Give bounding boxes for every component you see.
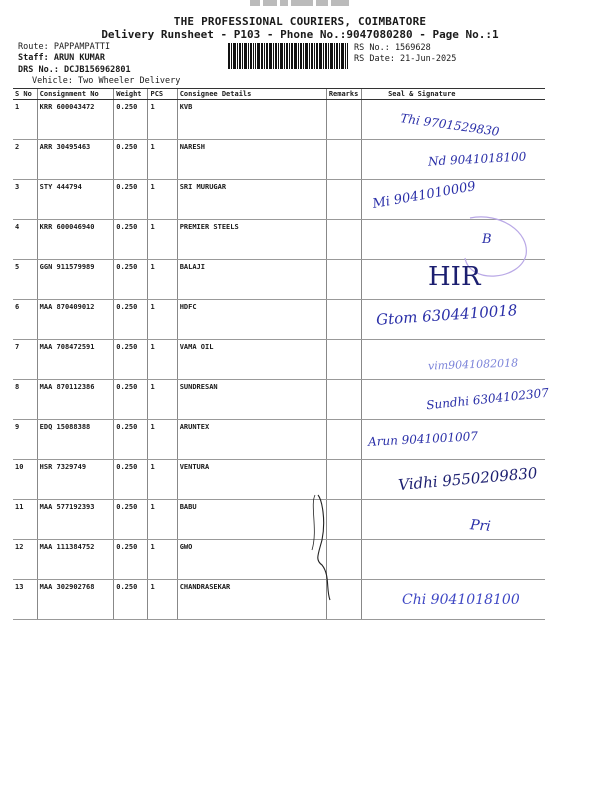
row-sno: 5 bbox=[13, 260, 37, 300]
row-pcs: 1 bbox=[148, 460, 177, 500]
row-consignee: GWO bbox=[177, 540, 326, 580]
row-pcs: 1 bbox=[148, 300, 177, 340]
table-row bbox=[13, 460, 545, 500]
row-pcs: 1 bbox=[148, 100, 177, 140]
row-seal-signature bbox=[362, 420, 545, 460]
row-weight: 0.250 bbox=[114, 260, 148, 300]
row-seal-signature bbox=[362, 340, 545, 380]
signature-row-12: Chi 9041018100 bbox=[402, 592, 520, 608]
row-consignee: ARUNTEX bbox=[177, 420, 326, 460]
row-pcs: 1 bbox=[148, 220, 177, 260]
table-row bbox=[13, 100, 545, 140]
drs-number: DRS No.: DCJB156962801 bbox=[18, 65, 131, 75]
row-seal-signature bbox=[362, 380, 545, 420]
runsheet-table bbox=[13, 88, 545, 620]
row-sno: 7 bbox=[13, 340, 37, 380]
row-consignee: HDFC bbox=[177, 300, 326, 340]
row-remarks bbox=[326, 180, 361, 220]
row-consignment: MAA 708472591 bbox=[37, 340, 114, 380]
row-sno: 3 bbox=[13, 180, 37, 220]
row-sno: 4 bbox=[13, 220, 37, 260]
row-consignment: MAA 577192393 bbox=[37, 500, 114, 540]
row-weight: 0.250 bbox=[114, 220, 148, 260]
row-sno: 11 bbox=[13, 500, 37, 540]
col-header-pcs: PCS bbox=[148, 89, 177, 100]
row-pcs: 1 bbox=[148, 420, 177, 460]
row-weight: 0.250 bbox=[114, 380, 148, 420]
row-remarks bbox=[326, 500, 361, 540]
row-consignee: KVB bbox=[177, 100, 326, 140]
signature-row-2: Nd 9041018100 bbox=[427, 149, 527, 169]
barcode bbox=[228, 43, 348, 69]
row-pcs: 1 bbox=[148, 180, 177, 220]
signature-row-10: Vidhi 9550209830 bbox=[397, 463, 539, 495]
row-consignment: STY 444794 bbox=[37, 180, 114, 220]
row-consignee: CHANDRASEKAR bbox=[177, 580, 326, 620]
table-row bbox=[13, 220, 545, 260]
signature-row-4: B bbox=[482, 232, 492, 247]
row-weight: 0.250 bbox=[114, 580, 148, 620]
col-header-sno: S No bbox=[13, 89, 37, 100]
row-consignee: PREMIER STEELS bbox=[177, 220, 326, 260]
signature-row-3: Mi 9041010009 bbox=[371, 179, 477, 212]
runsheet-subtitle: Delivery Runsheet - P103 - Phone No.:9047080280 - Page No.:1 bbox=[101, 28, 499, 41]
row-consignment: ARR 30495463 bbox=[37, 140, 114, 180]
row-remarks bbox=[326, 140, 361, 180]
table-row bbox=[13, 260, 545, 300]
row-sno: 10 bbox=[13, 460, 37, 500]
signature-row-8: Sundhi 6304102307 bbox=[425, 385, 550, 413]
row-consignment: MAA 302902768 bbox=[37, 580, 114, 620]
row-consignment: HSR 7329749 bbox=[37, 460, 114, 500]
col-header-weight: Weight bbox=[114, 89, 148, 100]
row-consignee: NARESH bbox=[177, 140, 326, 180]
table-header-row bbox=[13, 89, 545, 100]
row-weight: 0.250 bbox=[114, 460, 148, 500]
route-label: Route: PAPPAMPATTI bbox=[18, 42, 111, 52]
row-weight: 0.250 bbox=[114, 300, 148, 340]
row-weight: 0.250 bbox=[114, 420, 148, 460]
row-sno: 12 bbox=[13, 540, 37, 580]
col-header-consignment: Consignment No bbox=[37, 89, 114, 100]
col-header-seal: Seal & Signature bbox=[362, 89, 545, 100]
staff-label: Staff: ARUN KUMAR bbox=[18, 53, 105, 63]
row-sno: 6 bbox=[13, 300, 37, 340]
row-consignment: GGN 911579989 bbox=[37, 260, 114, 300]
table-row bbox=[13, 180, 545, 220]
row-seal-signature bbox=[362, 100, 545, 140]
row-pcs: 1 bbox=[148, 260, 177, 300]
row-consignee: BABU bbox=[177, 500, 326, 540]
row-pcs: 1 bbox=[148, 140, 177, 180]
table-row bbox=[13, 380, 545, 420]
signature-row-9: Arun 9041001007 bbox=[367, 429, 479, 449]
row-consignment: MAA 111384752 bbox=[37, 540, 114, 580]
table-row bbox=[13, 340, 545, 380]
row-pcs: 1 bbox=[148, 540, 177, 580]
row-seal-signature bbox=[362, 300, 545, 340]
row-pcs: 1 bbox=[148, 340, 177, 380]
row-seal-signature bbox=[362, 220, 545, 260]
vehicle-label: Vehicle: Two Wheeler Delivery bbox=[32, 76, 181, 86]
col-header-remarks: Remarks bbox=[326, 89, 361, 100]
row-remarks bbox=[326, 260, 361, 300]
row-sno: 9 bbox=[13, 420, 37, 460]
table-row bbox=[13, 500, 545, 540]
row-weight: 0.250 bbox=[114, 340, 148, 380]
table-row bbox=[13, 580, 545, 620]
signature-row-7: vim9041082018 bbox=[427, 356, 519, 373]
row-consignee: VENTURA bbox=[177, 460, 326, 500]
company-title: THE PROFESSIONAL COURIERS, COIMBATORE bbox=[173, 15, 427, 28]
row-pcs: 1 bbox=[148, 380, 177, 420]
row-weight: 0.250 bbox=[114, 540, 148, 580]
row-consignment: KRR 600043472 bbox=[37, 100, 114, 140]
row-remarks bbox=[326, 460, 361, 500]
row-consignee: BALAJI bbox=[177, 260, 326, 300]
row-seal-signature bbox=[362, 140, 545, 180]
table-row bbox=[13, 300, 545, 340]
row-seal-signature bbox=[362, 460, 545, 500]
signature-row-6: Gtom 6304410018 bbox=[375, 301, 518, 329]
table-row bbox=[13, 140, 545, 180]
row-sno: 2 bbox=[13, 140, 37, 180]
rs-number: RS No.: 1569628 bbox=[354, 43, 431, 53]
row-consignment: EDQ 15088388 bbox=[37, 420, 114, 460]
row-remarks bbox=[326, 380, 361, 420]
top-edge-marks bbox=[250, 0, 410, 6]
row-weight: 0.250 bbox=[114, 180, 148, 220]
table-row bbox=[13, 420, 545, 460]
row-pcs: 1 bbox=[148, 580, 177, 620]
row-consignment: MAA 870409012 bbox=[37, 300, 114, 340]
row-remarks bbox=[326, 300, 361, 340]
row-weight: 0.250 bbox=[114, 100, 148, 140]
row-remarks bbox=[326, 220, 361, 260]
row-consignee: SUNDRESAN bbox=[177, 380, 326, 420]
row-remarks bbox=[326, 540, 361, 580]
row-remarks bbox=[326, 420, 361, 460]
row-remarks bbox=[326, 580, 361, 620]
signature-row-5: HIR bbox=[428, 262, 481, 292]
row-weight: 0.250 bbox=[114, 140, 148, 180]
row-consignment: MAA 870112386 bbox=[37, 380, 114, 420]
signature-row-11: Pri bbox=[469, 517, 492, 535]
col-header-consignee: Consignee Details bbox=[177, 89, 326, 100]
row-consignee: SRI MURUGAR bbox=[177, 180, 326, 220]
row-consignment: KRR 600046940 bbox=[37, 220, 114, 260]
row-remarks bbox=[326, 340, 361, 380]
row-consignee: VAMA OIL bbox=[177, 340, 326, 380]
rs-date: RS Date: 21-Jun-2025 bbox=[354, 54, 457, 64]
row-weight: 0.250 bbox=[114, 500, 148, 540]
row-sno: 1 bbox=[13, 100, 37, 140]
row-sno: 13 bbox=[13, 580, 37, 620]
row-sno: 8 bbox=[13, 380, 37, 420]
row-pcs: 1 bbox=[148, 500, 177, 540]
signature-row-1: Thi 9701529830 bbox=[399, 111, 501, 139]
row-seal-signature bbox=[362, 500, 545, 540]
table-row bbox=[13, 540, 545, 580]
row-seal-signature bbox=[362, 260, 545, 300]
row-remarks bbox=[326, 100, 361, 140]
row-seal-signature bbox=[362, 580, 545, 620]
row-seal-signature bbox=[362, 540, 545, 580]
row-seal-signature bbox=[362, 180, 545, 220]
